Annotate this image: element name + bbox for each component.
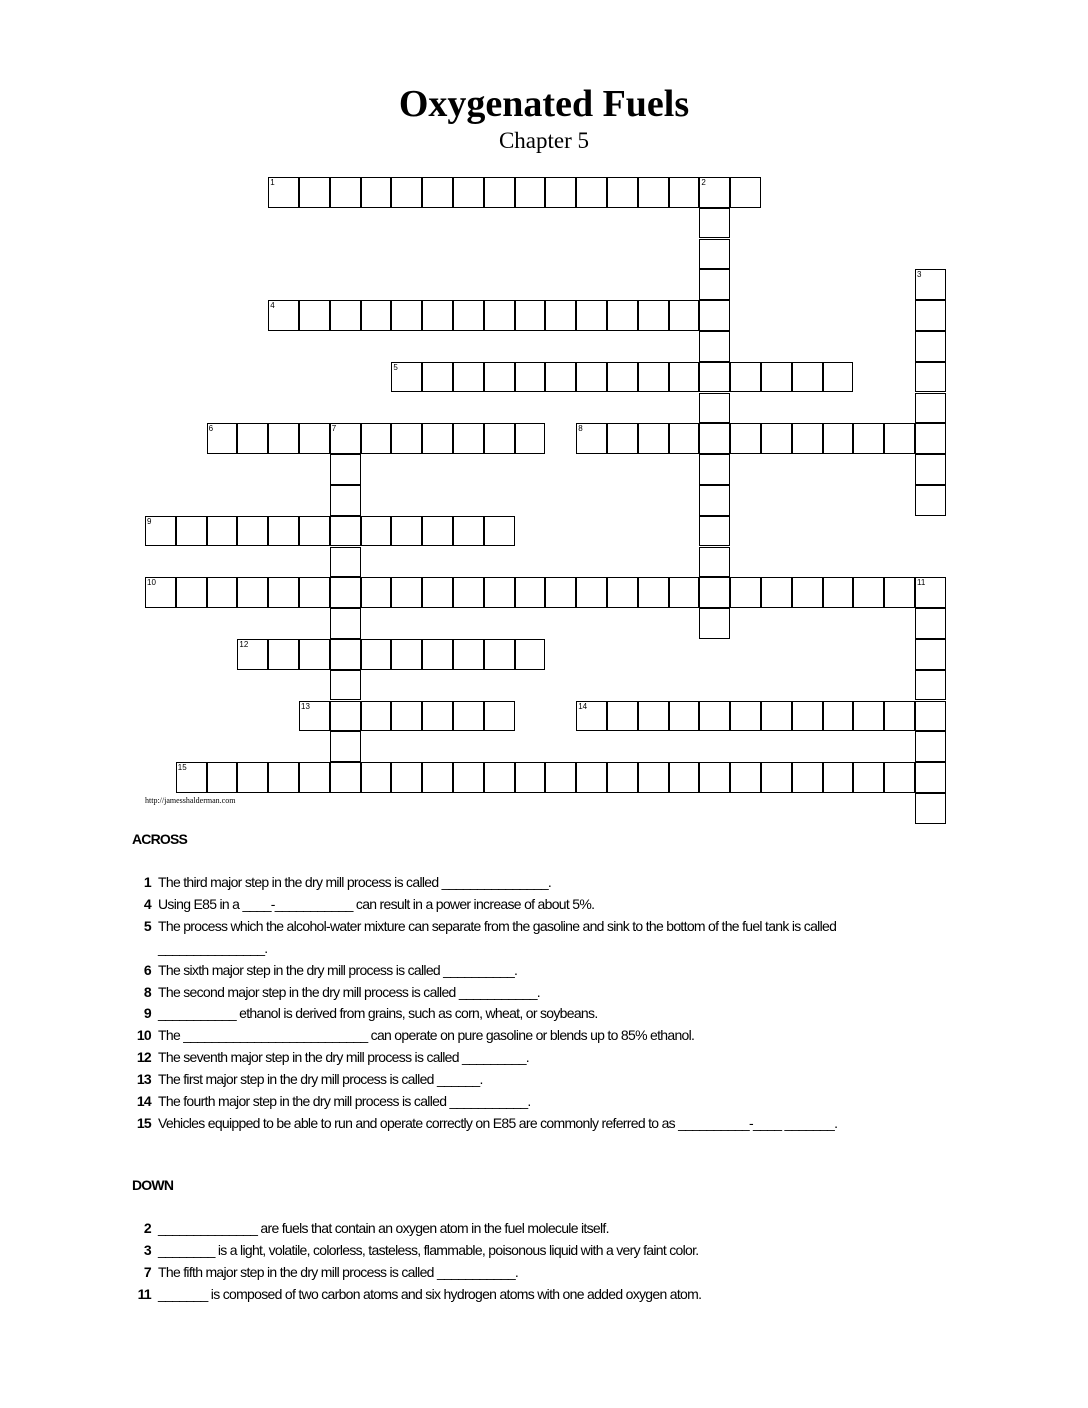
grid-cell[interactable] [268,577,299,608]
grid-cell[interactable] [638,300,669,331]
grid-cell[interactable] [915,577,946,608]
grid-cell[interactable] [607,701,638,732]
grid-cell[interactable] [391,423,422,454]
grid-cell[interactable] [761,762,792,793]
cell-number: 13 [301,701,310,711]
grid-cell[interactable] [207,516,238,547]
grid-cell[interactable] [268,516,299,547]
grid-cell[interactable] [545,762,576,793]
clue-number: 3 [143,1241,151,1258]
grid-cell[interactable] [853,701,884,732]
grid-cell[interactable] [915,423,946,454]
grid-cell[interactable] [330,300,361,331]
grid-cell[interactable] [915,362,946,393]
grid-cell[interactable] [884,577,915,608]
grid-cell[interactable] [330,485,361,516]
grid-cell[interactable] [268,300,299,331]
grid-cell[interactable] [669,701,700,732]
grid-cell[interactable] [638,423,669,454]
clue-text: The seventh major step in the dry mill process is called _________. [158,1049,529,1066]
grid-cell[interactable] [699,208,730,239]
grid-cell[interactable] [268,639,299,670]
grid-cell[interactable] [299,577,330,608]
clue-number: 4 [143,895,151,912]
grid-cell[interactable] [391,362,422,393]
across-clue [132,982,872,1004]
clue-number: 15 [136,1114,151,1131]
grid-cell[interactable] [299,423,330,454]
grid-cell[interactable] [207,577,238,608]
grid-cell[interactable] [915,670,946,701]
grid-cell[interactable] [669,177,700,208]
cell-number: 8 [578,424,583,434]
grid-cell[interactable] [422,516,453,547]
grid-cell[interactable] [453,639,484,670]
grid-cell[interactable] [484,177,515,208]
grid-cell[interactable] [145,577,176,608]
grid-cell[interactable] [299,701,330,732]
clue-text: The third major step in the dry mill process is called _______________. [158,874,552,890]
grid-cell[interactable] [361,516,392,547]
grid-cell[interactable] [607,362,638,393]
grid-cell[interactable] [330,423,361,454]
grid-cell[interactable] [330,454,361,485]
grid-cell[interactable] [515,762,546,793]
grid-cell[interactable] [699,454,730,485]
grid-cell[interactable] [699,577,730,608]
grid-cell[interactable] [391,177,422,208]
grid-cell[interactable] [237,577,268,608]
clue-text: The first major step in the dry mill process is called ______. [158,1071,483,1088]
grid-cell[interactable] [607,762,638,793]
clue-text: The __________________________ can operate on pure gasoline or blends up to 85% ethanol. [158,1027,695,1044]
across-clue [132,894,872,916]
grid-cell[interactable] [699,239,730,270]
page-title: Oxygenated Fuels [398,83,690,125]
grid-cell[interactable] [792,701,823,732]
grid-cell[interactable] [299,639,330,670]
clue-number: 1 [143,874,151,890]
grid-cell[interactable] [576,362,607,393]
across-clue-list [132,872,872,1135]
across-heading: ACROSS [132,831,188,847]
cell-number: 4 [270,301,275,311]
clue-text: _______ is composed of two carbon atoms and six hydrogen atoms with one added oxygen atom. [158,1285,702,1302]
clue-number: 12 [136,1049,151,1066]
grid-cell[interactable] [515,177,546,208]
grid-cell[interactable] [730,577,761,608]
grid-cell[interactable] [207,423,238,454]
grid-cell[interactable] [915,269,946,300]
source-url: http://jamesshalderman.com [145,796,236,805]
cell-number: 2 [701,178,706,187]
grid-cell[interactable] [484,577,515,608]
clue-text: The process which the alcohol-water mixture can separate from the gasoline and sink to the bottom of the fuel tank is called _______________. [158,917,837,956]
cell-number: 10 [147,578,156,588]
grid-cell[interactable] [669,362,700,393]
grid-cell[interactable] [699,423,730,454]
grid-cell[interactable] [422,701,453,732]
grid-cell[interactable] [607,300,638,331]
grid-cell[interactable] [884,762,915,793]
grid-cell[interactable] [361,177,392,208]
clue-number: 11 [137,1285,151,1302]
grid-cell[interactable] [330,670,361,701]
grid-cell[interactable] [699,362,730,393]
grid-cell[interactable] [915,331,946,362]
grid-cell[interactable] [268,762,299,793]
clue-number: 7 [143,1263,151,1280]
across-clue [132,1003,872,1025]
grid-cell[interactable] [237,516,268,547]
grid-cell[interactable] [792,362,823,393]
across-clue [132,1025,872,1047]
grid-cell[interactable] [515,300,546,331]
clue-number: 8 [143,983,151,1000]
grid-cell[interactable] [730,177,761,208]
grid-cell[interactable] [915,701,946,732]
grid-cell[interactable] [299,762,330,793]
clue-text: Vehicles equipped to be able to run and operate correctly on E85 are commonly referred to as __________-____ _______. [158,1114,838,1131]
grid-cell[interactable] [761,701,792,732]
across-clue [132,960,872,982]
across-clue [132,916,872,960]
grid-cell[interactable] [330,177,361,208]
grid-cell[interactable] [361,762,392,793]
grid-cell[interactable] [484,362,515,393]
grid-cell[interactable] [545,177,576,208]
cell-number: 1 [270,178,275,187]
grid-cell[interactable] [669,577,700,608]
grid-cell[interactable] [176,577,207,608]
clue-text: The second major step in the dry mill process is called ___________. [158,983,540,1000]
grid-cell[interactable] [638,701,669,732]
grid-cell[interactable] [484,300,515,331]
grid-cell[interactable] [853,577,884,608]
cell-number: 12 [239,640,249,649]
grid-cell[interactable] [330,577,361,608]
grid-cell[interactable] [515,639,546,670]
grid-cell[interactable] [422,639,453,670]
clue-number: 9 [143,1005,151,1022]
grid-cell[interactable] [484,423,515,454]
grid-cell[interactable] [391,639,422,670]
grid-cell[interactable] [391,300,422,331]
grid-cell[interactable] [576,577,607,608]
clue-text: The fourth major step in the dry mill process is called ___________. [158,1093,531,1110]
grid-cell[interactable] [237,762,268,793]
clue-text: ______________ are fuels that contain an oxygen atom in the fuel molecule itself. [158,1220,609,1236]
grid-cell[interactable] [176,516,207,547]
clue-number: 14 [136,1093,151,1110]
grid-cell[interactable] [391,516,422,547]
grid-cell[interactable] [207,762,238,793]
clue-text: ________ is a light, volatile, colorless, tasteless, flammable, poisonous liquid with a very faint color. [158,1241,699,1258]
grid-cell[interactable] [237,639,268,670]
grid-cell[interactable] [669,423,700,454]
cell-number: 15 [177,763,187,773]
grid-cell[interactable] [453,300,484,331]
down-clue-list [132,1218,872,1306]
grid-cell[interactable] [453,516,484,547]
grid-cell[interactable] [823,701,854,732]
grid-cell[interactable] [915,793,946,824]
grid-cell[interactable] [607,423,638,454]
grid-cell[interactable] [361,639,392,670]
grid-cell[interactable] [607,577,638,608]
grid-cell[interactable] [792,577,823,608]
grid-cell[interactable] [176,762,207,793]
grid-cell[interactable] [330,516,361,547]
grid-cell[interactable] [853,423,884,454]
clue-text: The sixth major step in the dry mill process is called __________. [158,961,518,978]
grid-cell[interactable] [730,701,761,732]
grid-cell[interactable] [915,639,946,670]
across-clue [132,1069,872,1091]
grid-cell[interactable] [853,762,884,793]
clue-number: 6 [143,961,151,978]
grid-cell[interactable] [730,423,761,454]
grid-cell[interactable] [422,577,453,608]
grid-cell[interactable] [453,762,484,793]
grid-cell[interactable] [915,393,946,424]
cell-number: 14 [578,701,588,711]
grid-cell[interactable] [915,454,946,485]
cell-number: 6 [208,424,214,434]
grid-cell[interactable] [330,731,361,762]
grid-cell[interactable] [453,701,484,732]
down-clue [132,1240,872,1262]
grid-cell[interactable] [792,762,823,793]
grid-cell[interactable] [576,762,607,793]
grid-cell[interactable] [484,701,515,732]
grid-cell[interactable] [699,547,730,578]
grid-cell[interactable] [823,362,854,393]
down-clue [132,1284,872,1306]
grid-cell[interactable] [484,762,515,793]
grid-cell[interactable] [330,547,361,578]
clue-text: ___________ ethanol is derived from grains, such as corn, wheat, or soybeans. [158,1005,598,1022]
grid-cell[interactable] [545,362,576,393]
clue-text: Using E85 in a ____-___________ can result in a power increase of about 5%. [158,895,595,912]
grid-cell[interactable] [884,701,915,732]
grid-cell[interactable] [453,577,484,608]
grid-cell[interactable] [576,701,607,732]
grid-cell[interactable] [330,701,361,732]
grid-cell[interactable] [761,577,792,608]
grid-cell[interactable] [145,516,176,547]
grid-cell[interactable] [268,423,299,454]
grid-cell[interactable] [422,177,453,208]
grid-cell[interactable] [268,177,299,208]
grid-cell[interactable] [422,300,453,331]
clue-number: 13 [136,1071,151,1088]
grid-cell[interactable] [699,300,730,331]
grid-cell[interactable] [638,177,669,208]
grid-cell[interactable] [453,423,484,454]
down-heading: DOWN [132,1177,174,1193]
grid-cell[interactable] [699,177,730,208]
grid-cell[interactable] [330,762,361,793]
grid-cell[interactable] [669,762,700,793]
grid-cell[interactable] [515,423,546,454]
cell-number: 11 [917,578,926,588]
clue-text: The fifth major step in the dry mill process is called ___________. [158,1263,519,1280]
grid-cell[interactable] [730,762,761,793]
grid-cell[interactable] [330,639,361,670]
grid-cell[interactable] [699,608,730,639]
grid-cell[interactable] [638,362,669,393]
cell-number: 9 [147,516,152,526]
grid-cell[interactable] [607,177,638,208]
grid-cell[interactable] [699,269,730,300]
grid-cell[interactable] [823,762,854,793]
grid-cell[interactable] [730,362,761,393]
down-clue [132,1218,872,1240]
grid-cell[interactable] [915,731,946,762]
grid-cell[interactable] [484,639,515,670]
grid-cell[interactable] [669,300,700,331]
grid-cell[interactable] [761,362,792,393]
grid-cell[interactable] [453,177,484,208]
grid-cell[interactable] [699,393,730,424]
cell-number: 7 [331,424,337,434]
grid-cell[interactable] [576,177,607,208]
grid-cell[interactable] [699,331,730,362]
grid-cell[interactable] [422,423,453,454]
grid-cell[interactable] [699,485,730,516]
grid-cell[interactable] [576,300,607,331]
cell-number: 3 [917,270,922,280]
grid-cell[interactable] [299,516,330,547]
grid-cell[interactable] [237,423,268,454]
clue-number: 2 [143,1220,151,1236]
grid-cell[interactable] [330,608,361,639]
grid-cell[interactable] [299,177,330,208]
grid-cell[interactable] [884,423,915,454]
grid-cell[interactable] [422,762,453,793]
grid-cell[interactable] [699,516,730,547]
grid-cell[interactable] [391,762,422,793]
grid-cell[interactable] [361,423,392,454]
cell-number: 5 [393,362,398,372]
grid-cell[interactable] [361,701,392,732]
across-clue [132,1091,872,1113]
grid-cell[interactable] [299,300,330,331]
grid-cell[interactable] [915,300,946,331]
grid-cell[interactable] [638,762,669,793]
grid-cell[interactable] [545,577,576,608]
grid-cell[interactable] [391,577,422,608]
grid-cell[interactable] [361,577,392,608]
clue-number: 5 [143,917,151,934]
grid-cell[interactable] [515,362,546,393]
grid-cell[interactable] [699,701,730,732]
across-clue [132,1113,872,1135]
grid-cell[interactable] [823,423,854,454]
grid-cell[interactable] [484,516,515,547]
grid-cell[interactable] [915,608,946,639]
grid-cell[interactable] [699,762,730,793]
page-subtitle: Chapter 5 [498,128,590,153]
across-clue [132,872,872,894]
grid-cell[interactable] [453,362,484,393]
grid-cell[interactable] [361,300,392,331]
grid-cell[interactable] [915,485,946,516]
grid-cell[interactable] [576,423,607,454]
down-clue [132,1262,872,1284]
grid-cell[interactable] [515,577,546,608]
grid-cell[interactable] [761,423,792,454]
grid-cell[interactable] [915,762,946,793]
grid-cell[interactable] [422,362,453,393]
across-clue [132,1047,872,1069]
clue-number: 10 [136,1027,151,1044]
grid-cell[interactable] [391,701,422,732]
grid-cell[interactable] [792,423,823,454]
grid-cell[interactable] [545,300,576,331]
grid-cell[interactable] [638,577,669,608]
grid-cell[interactable] [823,577,854,608]
